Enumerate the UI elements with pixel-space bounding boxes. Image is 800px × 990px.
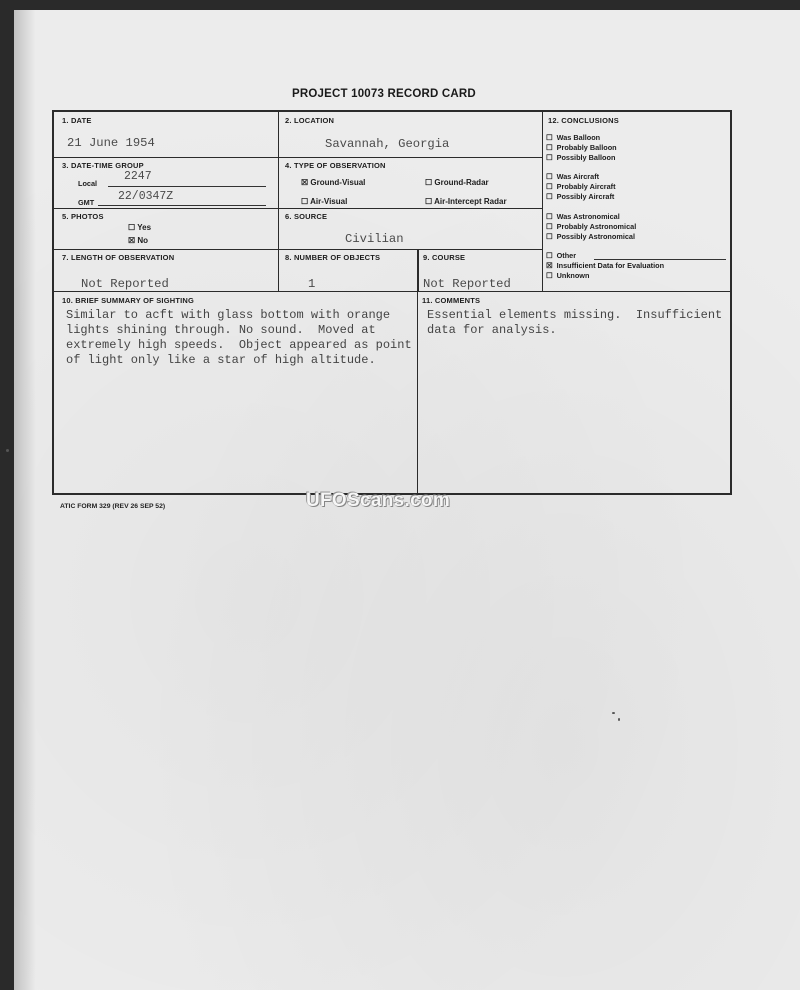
ground-radar-option [425, 178, 489, 187]
gmt-time-value: 22/0347Z [118, 190, 174, 203]
conclusion-possibly-aircraft [546, 192, 614, 201]
air-visual-option [301, 197, 347, 206]
conclusion-was-balloon [546, 133, 600, 142]
checkbox-icon: ☐ [301, 197, 309, 206]
photos-label: 5. PHOTOS [62, 212, 104, 221]
air-intercept-radar-text: Air-Intercept Radar [434, 197, 507, 206]
conclusion-text: Unknown [556, 271, 590, 280]
conclusion-text: Probably Astronomical [556, 222, 637, 231]
comments-label: 11. COMMENTS [422, 296, 481, 305]
course-value: Not Reported [423, 277, 511, 291]
conclusion-text: Insufficient Data for Evaluation [556, 261, 665, 270]
course-label: 9. COURSE [423, 253, 466, 262]
conclusion-text: Was Aircraft [556, 172, 600, 181]
row-divider [54, 157, 542, 158]
conclusion-text: Probably Balloon [556, 143, 617, 152]
record-card [52, 110, 732, 495]
checked-box-icon: ☒ [128, 236, 136, 245]
conclusion-text: Other [556, 251, 577, 260]
local-underline [108, 186, 266, 187]
conclusion-possibly-balloon [546, 153, 615, 162]
ground-visual-option [301, 178, 365, 187]
checkbox-icon: ☐ [546, 222, 553, 231]
row-divider [54, 291, 730, 292]
source-label: 6. SOURCE [285, 212, 328, 221]
photos-no-text: No [137, 236, 149, 245]
comments-text [427, 308, 722, 338]
checkbox-icon: ☐ [546, 232, 553, 241]
location-label: 2. LOCATION [285, 116, 335, 125]
other-underline [594, 259, 726, 260]
conclusion-text: Was Astronomical [556, 212, 620, 221]
conclusion-possibly-astronomical [546, 232, 635, 241]
conclusion-was-aircraft [546, 172, 599, 181]
checkbox-icon: ☐ [546, 133, 553, 142]
date-value: 21 June 1954 [67, 136, 155, 150]
local-time-value: 2247 [124, 170, 152, 183]
conclusion-probably-balloon [546, 143, 617, 152]
checkbox-icon: ☐ [546, 172, 553, 181]
conclusion-text: Possibly Astronomical [556, 232, 636, 241]
checkbox-icon: ☐ [546, 271, 553, 280]
page-edge-shadow [14, 10, 36, 990]
row-divider [54, 249, 542, 250]
summary-line: Similar to acft with glass bottom with orange [66, 308, 391, 322]
conclusion-was-astronomical [546, 212, 620, 221]
checkbox-icon: ☐ [546, 153, 553, 162]
conclusion-unknown [546, 271, 589, 280]
checkbox-icon: ☐ [546, 251, 553, 260]
conclusion-probably-aircraft [546, 182, 616, 191]
summary-line: lights shining through. No sound. Moved at [66, 323, 376, 337]
conclusion-text: Possibly Aircraft [556, 192, 615, 201]
comments-line: Essential elements missing. Insufficient [427, 308, 723, 322]
scan-speck [618, 718, 620, 721]
card-title: PROJECT 10073 RECORD CARD [292, 88, 476, 100]
checkbox-icon: ☐ [546, 182, 553, 191]
conclusion-insufficient-data [546, 261, 664, 270]
photos-no-option [128, 236, 148, 245]
row-divider [54, 208, 542, 209]
local-label: Local [78, 179, 98, 188]
air-intercept-radar-option [425, 197, 507, 206]
gmt-underline [98, 205, 266, 206]
photos-yes-text: Yes [137, 223, 152, 232]
ground-visual-text: Ground-Visual [310, 178, 366, 187]
conclusion-text: Possibly Balloon [556, 153, 616, 162]
checkbox-icon: ☐ [425, 197, 433, 206]
watermark: UFOScans.com [306, 490, 451, 511]
comments-line: data for analysis. [427, 323, 557, 337]
photos-yes-option [128, 223, 151, 232]
checkbox-icon: ☐ [425, 178, 433, 187]
date-label: 1. DATE [62, 116, 92, 125]
checked-box-icon: ☒ [301, 178, 309, 187]
checkbox-icon: ☐ [128, 223, 136, 232]
conclusion-probably-astronomical [546, 222, 636, 231]
checked-box-icon: ☒ [546, 261, 553, 270]
type-of-observation-label: 4. TYPE OF OBSERVATION [285, 161, 386, 170]
scan-speck [6, 449, 9, 452]
conclusions-label: 12. CONCLUSIONS [548, 116, 619, 125]
number-of-objects-value: 1 [308, 277, 316, 291]
ground-radar-text: Ground-Radar [434, 178, 489, 187]
form-footer: ATIC FORM 329 (REV 26 SEP 52) [60, 503, 166, 510]
length-of-observation-label: 7. LENGTH OF OBSERVATION [62, 253, 175, 262]
number-of-objects-label: 8. NUMBER OF OBJECTS [285, 253, 381, 262]
conclusion-text: Probably Aircraft [556, 182, 616, 191]
summary-label: 10. BRIEF SUMMARY OF SIGHTING [62, 296, 195, 305]
summary-text [66, 308, 412, 368]
source-value: Civilian [345, 232, 404, 246]
scan-speck [612, 712, 615, 714]
summary-line: extremely high speeds. Object appeared as point [66, 338, 412, 352]
length-of-observation-value: Not Reported [81, 277, 169, 291]
checkbox-icon: ☐ [546, 192, 553, 201]
checkbox-icon: ☐ [546, 143, 553, 152]
col-divider [542, 112, 543, 291]
summary-line: of light only like a star of high altitude. [66, 353, 376, 367]
location-value: Savannah, Georgia [325, 137, 450, 151]
checkbox-icon: ☐ [546, 212, 553, 221]
col-divider [418, 249, 419, 291]
conclusion-text: Was Balloon [556, 133, 601, 142]
conclusion-other [546, 251, 576, 260]
air-visual-text: Air-Visual [310, 197, 348, 206]
col-divider [278, 112, 279, 291]
dtg-label: 3. DATE-TIME GROUP [62, 161, 144, 170]
gmt-label: GMT [78, 198, 95, 207]
